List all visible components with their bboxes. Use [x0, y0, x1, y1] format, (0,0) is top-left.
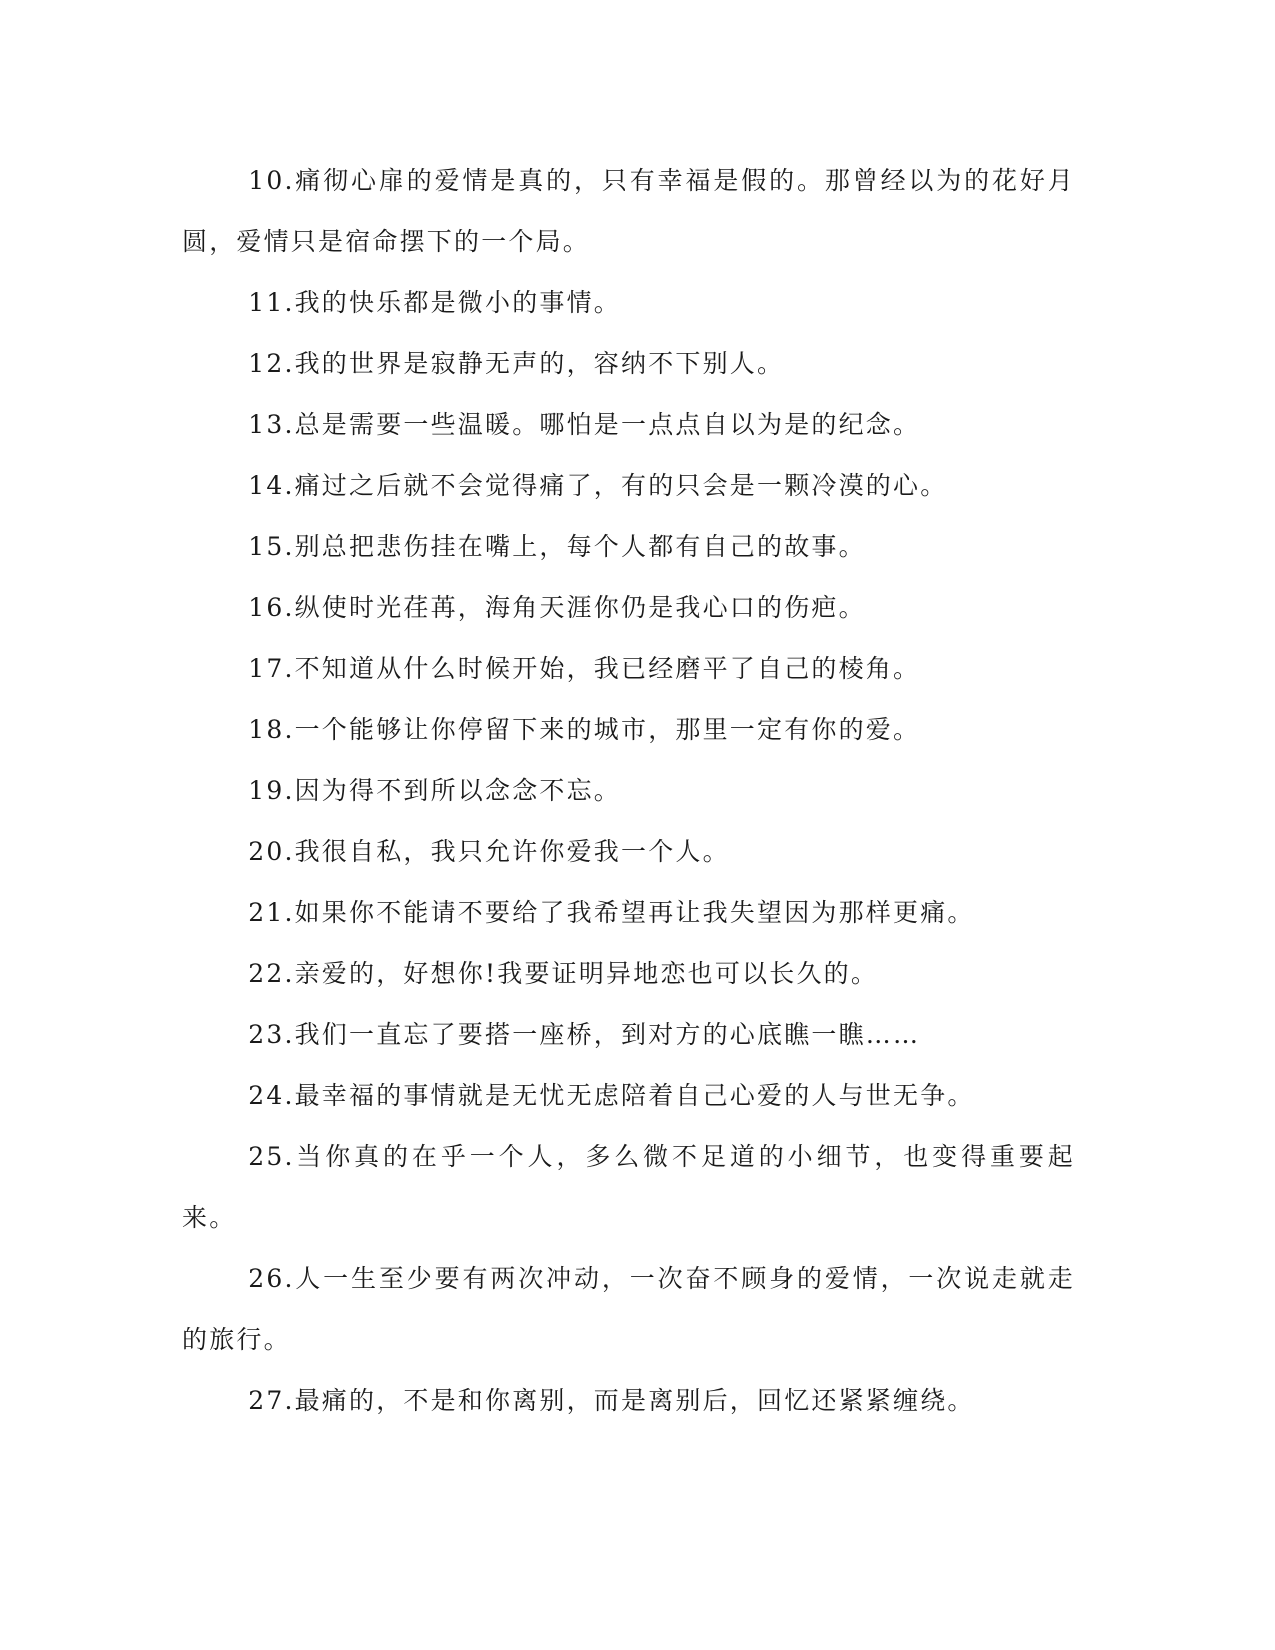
document-body [182, 150, 1075, 1431]
paragraph-20: 20.我很自私，我只允许你爱我一个人。 [248, 837, 730, 866]
paragraph-21: 21.如果你不能请不要给了我希望再让我失望因为那样更痛。 [248, 898, 975, 927]
paragraph-17: 17.不知道从什么时候开始，我已经磨平了自己的棱角。 [248, 654, 921, 683]
paragraph-13: 13.总是需要一些温暖。哪怕是一点点自以为是的纪念。 [248, 410, 921, 439]
paragraph-11: 11.我的快乐都是微小的事情。 [248, 288, 622, 317]
paragraph-24: 24.最幸福的事情就是无忧无虑陪着自己心爱的人与世无争。 [248, 1081, 975, 1110]
paragraph-10: 10.痛彻心扉的爱情是真的，只有幸福是假的。那曾经以为的花好月圆，爱情只是宿命摆下的一个局。 [182, 166, 1075, 256]
paragraph-12: 12.我的世界是寂静无声的，容纳不下别人。 [248, 349, 785, 378]
paragraph-26: 26.人一生至少要有两次冲动，一次奋不顾身的爱情，一次说走就走的旅行。 [182, 1264, 1075, 1354]
paragraph-25: 25.当你真的在乎一个人，多么微不足道的小细节，也变得重要起来。 [182, 1142, 1075, 1232]
paragraph-14: 14.痛过之后就不会觉得痛了，有的只会是一颗冷漠的心。 [248, 471, 948, 500]
paragraph-16: 16.纵使时光荏苒，海角天涯你仍是我心口的伤疤。 [248, 593, 866, 622]
paragraph-22: 22.亲爱的，好想你!我要证明异地恋也可以长久的。 [248, 959, 879, 988]
paragraph-18: 18.一个能够让你停留下来的城市，那里一定有你的爱。 [248, 715, 921, 744]
paragraph-23: 23.我们一直忘了要搭一座桥，到对方的心底瞧一瞧…… [248, 1020, 921, 1049]
paragraph-19: 19.因为得不到所以念念不忘。 [248, 776, 622, 805]
paragraph-27: 27.最痛的，不是和你离别，而是离别后，回忆还紧紧缠绕。 [248, 1386, 975, 1415]
paragraph-15: 15.别总把悲伤挂在嘴上，每个人都有自己的故事。 [248, 532, 866, 561]
